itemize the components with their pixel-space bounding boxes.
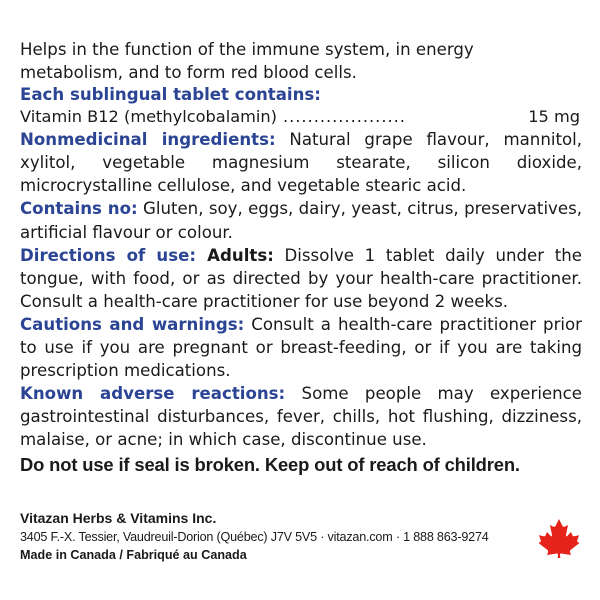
nonmedicinal-section [20,128,582,197]
adverse-text: Some people may experience gastrointestinal disturbances, fever, chills, hot flushing, dizziness, malaise, or acne; in which case, discontinue use. [20,384,582,450]
adults-label: Adults: [196,245,274,265]
company-address: 3405 F.-X. Tessier, Vaudreuil-Dorion (Québec) J7V 5V5 · vitazan.com · 1 888 863-9274 [20,530,489,544]
cautions-section [20,313,582,382]
cautions-text: Consult a health-care practitioner prior to use if you are pregnant or breast-feeding, or if you are taking prescription medications. [20,314,582,381]
maple-leaf-icon [537,518,581,558]
contains-heading: Each sublingual tablet contains: [20,85,321,105]
safety-warning: Do not use if seal is broken. Keep out of reach of children. [20,453,520,475]
dot-leader: .................... [282,107,406,127]
directions-heading: Directions of use: [20,245,196,265]
contains-no-section [20,197,582,243]
footer [20,509,520,564]
ingredient-row [20,106,582,128]
product-label [20,38,582,477]
directions-section [20,244,582,313]
adverse-heading: Known adverse reactions: [20,384,286,404]
contains-no-heading: Contains no: [20,199,138,219]
adverse-section [20,382,582,451]
contains-no-text: Gluten, soy, eggs, dairy, yeast, citrus, preservatives, artificial flavour or colour. [20,199,582,242]
ingredient-name: Vitamin B12 (methylcobalamin) [20,107,277,127]
directions-text: Dissolve 1 tablet daily under the tongue, with food, or as directed by your health-care practitioner. Consult a health-care practitioner for use beyond 2 weeks. [20,245,582,311]
made-in-canada: Made in Canada / Fabriqué au Canada [20,548,247,562]
cautions-heading: Cautions and warnings: [20,314,245,334]
ingredient-dose: 15 mg [528,107,580,127]
nonmedicinal-text: Natural grape flavour, mannitol, xylitol, vegetable magnesium stearate, silicon dioxide, microcrystalline cellulose, and vegetable stearic acid. [20,130,582,196]
company-name: Vitazan Herbs & Vitamins Inc. [20,510,217,526]
intro-text: Helps in the function of the immune system, in energy metabolism, and to form red blood cells. [20,40,474,83]
nonmedicinal-heading: Nonmedicinal ingredients: [20,130,276,150]
